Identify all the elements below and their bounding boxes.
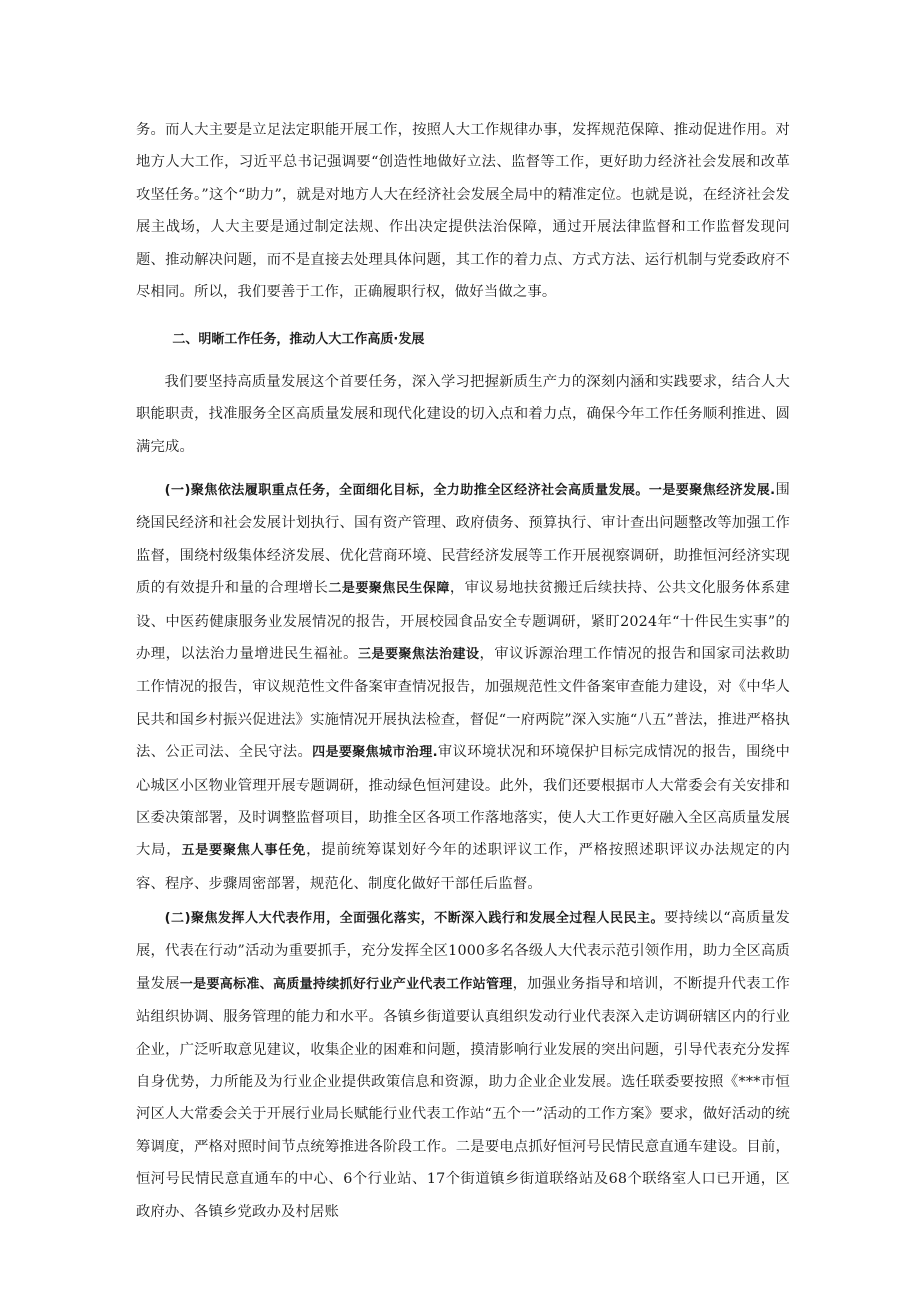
heading-text: 二、明晰工作任务，推动人大工作高质·发展: [172, 332, 425, 347]
bold-lead: 四是要聚焦城市治理.: [312, 745, 438, 761]
text-run: ，审议诉源治理工作情况的报告和国家司法救助工作情况的报告，审议规范性文件备案审查情况报告，加强规范性文件备案审查能力建设，对《中华人民共和国乡村振兴促进法》实施情况开展执法检查，督促“一府两院”深入实施“八五”普法，推进严格执法、公正司法、全民守法。: [136, 646, 791, 761]
body-text: 务。而人大主要是立足法定职能开展工作，按照人大工作规律办事，发挥规范保障、推动促进作用。对地方人大工作，习近平总书记强调要“创造性地做好立法、监督等工作，更好助力经济社会发展和改革攻坚任务。”这个“助力”，就是对地方人大在经济社会发展全局中的精准定位。也就是说，在经济社会发展主战场，人大主要是通过制定法规、作出决定提供法治保障，通过开展法律监督和工作监督发现问题、推动解决问题，而不是直接去处理具体问题，其工作的着力点、方式方法、运行机制与党委政府不尽相同。所以，我们要善于工作，正确履职行权，做好当做之事。: [136, 122, 790, 301]
paragraph-subsection-1: [136, 474, 790, 900]
paragraph-subsection-2: [136, 902, 790, 1228]
text-run: ，审议易地扶贫搬迁后续扶持、公共文化服务体系建设、中医药健康服务业发展情况的报告，开展校园食品安全专题调研，紧盯2024年“十件民生实事”的办理，以法治力量增进民生福祉。: [136, 580, 790, 663]
bold-lead: 三是要聚焦法治建设: [358, 647, 480, 663]
bold-lead: (一)聚焦依法履职重点任务，全面细化目标，全力助推全区经济社会高质量发展。一是要聚焦经济发展.: [164, 483, 776, 498]
bold-lead: 二是要聚焦民生保障: [328, 581, 450, 597]
bold-lead: (二)聚焦发挥人大代表作用，全面强化落实，不断深入践行和发展全过程人民民主。: [164, 911, 665, 926]
paragraph-section-intro: [136, 366, 790, 463]
text-run: 要持续以“高质量发展，代表在行动”活动为重要抓手，充分发挥全区1000多名各级人大代表示范引领作用，助力全区高质量发展: [136, 910, 791, 992]
text-run: 审议环境状况和环境保护目标完成情况的报告，围绕中心城区小区物业管理开展专题调研，推动绿色恒河建设。此外，我们还要根据市人大常委会有关安排和区委决策部署，及时调整监督项目，助推全区各项工作落地落实，使人大工作更好融入全区高质量发展大局，: [136, 744, 790, 859]
text-run: 围绕国民经济和社会发展计划执行、国有资产管理、政府债务、预算执行、审计查出问题整改等加强工作监督，围绕村级集体经济发展、优化营商环境、民营经济发展等工作开展视察调研，助推恒河经济实现质的有效提升和量的合理增长: [136, 482, 790, 597]
bold-lead: 五是要聚焦人事任免: [181, 843, 307, 859]
body-text: 我们要坚持高质量发展这个首要任务，深入学习把握新质生产力的深刻内涵和实践要求，结合人大职能职责，找准服务全区高质量发展和现代化建设的切入点和着力点，确保今年工作任务顺利推进、圆满完成。: [136, 374, 790, 455]
paragraph-intro-continued: [136, 114, 790, 308]
text-run: ，加强业务指导和培训，不断提升代表工作站组织协调、服务管理的能力和水平。各镇乡街道要认真组织发动行业代表深入走访调研辖区内的行业企业，广泛听取意见建议，收集企业的困难和问题，摸清影响行业发展的突出问题，引导代表充分发挥自身优势，力所能及为行业企业提供政策信息和资源，助力企业企业发展。选任联委要按照《***市恒河区人大常委会关于开展行业局长赋能行业代表工作站“五个一”活动的工作方案》要求，做好活动的统筹调度，严格对照时间节点统筹推进各阶段工作。二是要电点抓好恒河号民情民意直通车建设。目前，恒河号民情民意直通车的中心、6个行业站、17个街道镇乡街道联络站及68个联络室人口已开通，区政府办、各镇乡党政办及村居账: [136, 975, 790, 1220]
body-text: [136, 902, 790, 1228]
body-text: [136, 474, 790, 900]
section-heading: [136, 324, 790, 356]
text-run: ，提前统筹谋划好今年的述职评议工作，严格按照述职评议办法规定的内容、程序、步骤周密部署，规范化、制度化做好干部任后监督。: [136, 842, 790, 892]
bold-lead: 一是要高标准、高质量持续抓好行业产业代表工作站管理: [179, 976, 513, 992]
